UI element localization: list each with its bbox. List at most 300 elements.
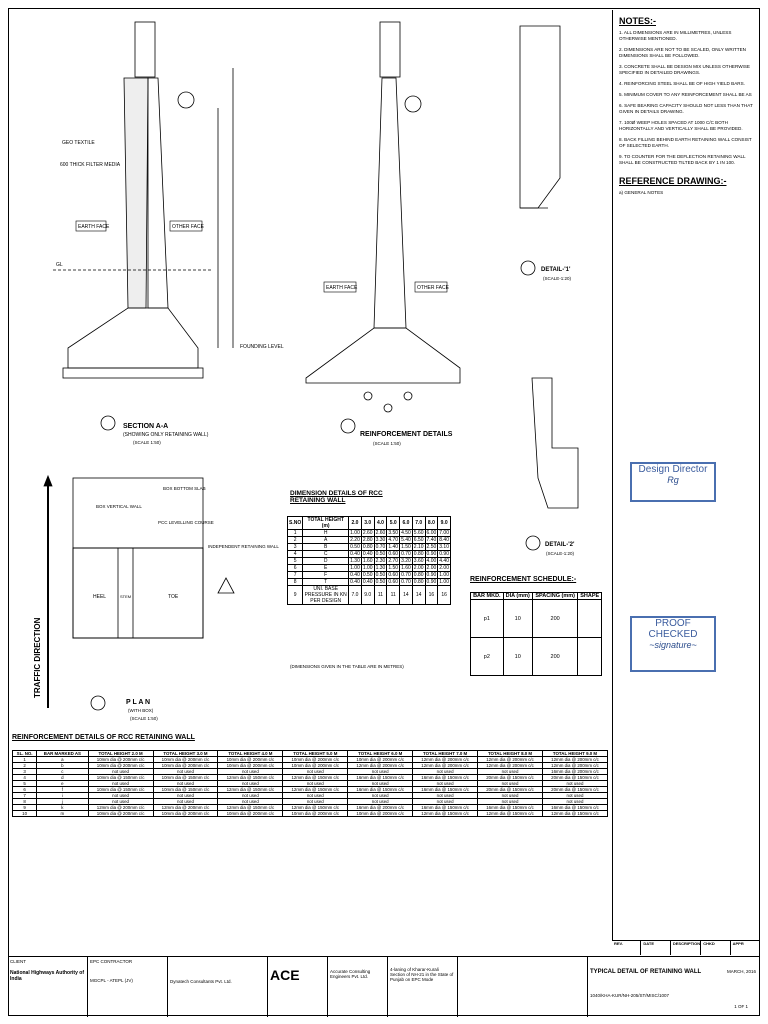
rcc-row [13,763,608,769]
rcc-cell: 12mm dia @ 150mm c/c [283,775,348,781]
reference-title: REFERENCE DRAWING:- [619,176,727,186]
rcc-cell: 10mm dia @ 200mm c/c [218,763,283,769]
schedule-header-cell: BAR MKD. [471,593,504,600]
dim-cell: 3.10 [439,544,449,550]
dim-cell: 9 [288,586,303,605]
dim-cell: B [303,544,349,551]
note-item: 9. TO COUNTER FOR THE DEFLECTION RETAINING WALL SHALL BE CONSTRUCTED TILTED BACK BY 1 IN 100. [619,154,746,165]
dim-cell: 0.80 [362,544,373,550]
dim-cell: 16 [425,586,438,605]
dim-cell: 0.60 [388,572,399,578]
dim-cell: 0.50 [350,544,360,550]
rcc-cell: i [37,793,88,799]
rcc-row [13,787,608,793]
rcc-cell: not used [88,799,153,805]
rcc-cell: 10mm dia @ 200mm c/c [88,763,153,769]
dim-cell: 5 [288,558,303,565]
rcc-row [13,757,608,763]
rcc-cell: 12mm dia @ 150mm c/c [413,811,478,817]
dim-header-cell: 3.0 [361,517,374,530]
schedule-header-cell: DIA (mm) [503,593,532,600]
rcc-cell: 12mm dia @ 150mm c/c [283,805,348,811]
reinforcement-section [306,22,460,433]
client-name: National Highways Authority of India [10,970,84,982]
rcc-header-row [13,751,608,757]
rcc-cell: not used [478,781,543,787]
rcc-cell: 10mm dia @ 200mm c/c [153,763,218,769]
revision-header: DESCRIPTION [671,941,701,955]
dim-cell: 0.90 [439,551,449,557]
rcc-cell: not used [348,769,413,775]
rcc-cell: not used [218,799,283,805]
rcc-cell: not used [478,799,543,805]
plan-subtitle: (WITH BOX) [128,708,154,713]
dim-cell: 16 [438,586,451,605]
dim-row [288,586,451,605]
rcc-cell: 16mm dia @ 200mm c/c [348,805,413,811]
rcc-cell: 5 [13,781,37,787]
rcc-cell: 16mm dia @ 150mm c/c [478,805,543,811]
detail-1 [520,26,560,275]
note-item: 5. MINIMUM COVER TO ANY REINFORCEMENT SHALL BE AS [619,92,752,97]
dim-cell: 0.50 [375,572,386,578]
rcc-cell: not used [413,799,478,805]
rcc-cell: not used [88,769,153,775]
rcc-cell: 10mm dia @ 200mm c/c [153,757,218,763]
dim-header-cell: 7.0 [412,517,425,530]
rcc-cell: 12mm dia @ 200mm c/c [542,757,607,763]
design-director-stamp: Design Director Rg [630,462,716,502]
rcc-cell: not used [153,799,218,805]
rcc-cell: 10mm dia @ 200mm c/c [283,757,348,763]
epc-cell [88,957,168,1017]
dim-cell: 0.90 [426,551,437,557]
rcc-cell: not used [283,769,348,775]
dim-cell: 2.60 [362,530,373,536]
independent-wall-label: INDEPENDENT RETAINING WALL [208,544,279,549]
dim-cell: 14 [400,586,413,605]
dim-cell: 1.50 [388,565,399,571]
dim-cell: 1.00 [362,565,373,571]
box-vertical-wall-label: BOX VERTICAL WALL [96,504,142,509]
note-item: 8. BACK FILLING BEHIND EARTH RETAINING WALL CONSIST OF SELECTED EARTH. [619,137,752,148]
earth-face-label: EARTH FACE [78,224,110,230]
rcc-cell: 1 [13,757,37,763]
rcc-header-cell: TOTAL HEIGHT 6.0 M [348,751,413,757]
dim-cell: 3.50 [388,530,399,536]
rcc-cell: 10mm dia @ 200mm c/c [348,757,413,763]
revision-header: DATE [641,941,670,955]
project-name: 4-laning of Kharar-Kurali Section of NH-21 in the State of Punjab on EPC Mode [390,967,454,982]
stem-label: STEM [120,594,132,599]
dim-cell: 4 [288,551,303,558]
dim-cell: 0.60 [388,579,399,585]
epc-name: MGCPL - ATEPL (JV) [90,978,133,983]
dim-cell: 1.30 [350,558,360,564]
rcc-header-cell: TOTAL HEIGHT 9.0 M [542,751,607,757]
proof-checked-label: PROOF CHECKED [648,618,698,640]
dim-cell: 8.40 [439,537,449,543]
dim-cell: 2.30 [375,558,386,564]
rcc-cell: 12mm dia @ 200mm c/c [478,757,543,763]
dim-cell: 6.00 [426,530,437,536]
rcc-cell: 4 [13,775,37,781]
rcc-cell: 10 [13,811,37,817]
rcc-cell: 6 [13,787,37,793]
rcc-cell: 10mm dia @ 150mm c/c [88,787,153,793]
rcc-cell: a [37,757,88,763]
rcc-cell: not used [283,793,348,799]
rcc-cell: not used [218,781,283,787]
rcc-cell: 16mm dia @ 200mm c/c [542,769,607,775]
rcc-cell: 12mm dia @ 150mm c/c [218,805,283,811]
rcc-cell: 16mm dia @ 150mm c/c [413,787,478,793]
rcc-cell: 12mm dia @ 200mm c/c [413,757,478,763]
rcc-cell: 12mm dia @ 200mm c/c [153,805,218,811]
dim-cell: 1.60 [362,558,373,564]
dim-cell: 2.60 [375,530,386,536]
dimension-table [287,516,451,605]
schedule-header-cell: SHAPE [578,593,602,600]
dim-cell: 1.50 [401,544,411,550]
rcc-cell: 12mm dia @ 150mm c/c [218,775,283,781]
dim-cell: F [303,572,349,579]
rcc-cell: 2 [13,763,37,769]
rcc-cell: not used [542,793,607,799]
rcc-cell: not used [413,793,478,799]
dim-cell: 3.20 [401,558,411,564]
dimension-table-footnote: (DIMENSIONS GIVEN IN THE TABLE ARE IN METRES) [290,664,404,669]
rcc-header-cell: TOTAL HEIGHT 7.0 M [413,751,478,757]
reinforcement-details-title: REINFORCEMENT DETAILS [360,431,453,438]
dim-row [288,558,451,565]
schedule-cell: p1 [471,600,504,638]
dim-cell: 4.40 [439,558,449,564]
pcc-levelling-label: PCC LEVELLING COURSE [158,520,214,525]
dim-cell: 1.40 [388,544,399,550]
design-director-label: Design Director [638,464,708,475]
schedule-cell: 200 [532,638,578,676]
rcc-row [13,805,608,811]
dim-header-cell: 2.0 [349,517,362,530]
dim-cell: 2.20 [350,537,360,543]
dim-cell: 2.50 [426,544,437,550]
reference-item: a) GENERAL NOTES [619,190,664,195]
proof-checked-stamp: PROOF CHECKED ~signature~ [630,616,716,672]
founding-level-label: FOUNDING LEVEL [240,344,284,350]
rcc-cell: 10mm dia @ 200mm c/c [218,811,283,817]
rcc-cell: 7 [13,793,37,799]
dim-cell: 2.80 [362,537,373,543]
geo-textile-label: GEO TEXTILE [62,140,95,146]
dim-cell: 0.70 [401,572,411,578]
dim-cell: 0.50 [375,551,386,557]
dim-cell: H [303,530,349,537]
rcc-cell: 10mm dia @ 200mm c/c [88,757,153,763]
schedule-header-row [471,593,602,600]
ace-cell [268,957,328,1017]
dim-cell: 2.00 [426,565,437,571]
title-block [8,956,760,1016]
dim-cell: 4.50 [401,530,411,536]
note-item: 2. DIMENSIONS ARE NOT TO BE SCALED, ONLY WRITTEN DIMENSIONS SHALL BE FOLLOWED. [619,47,746,58]
rcc-cell: b [37,763,88,769]
rcc-cell: 16mm dia @ 150mm c/c [413,805,478,811]
dim-cell: 0.40 [362,551,373,557]
note-item: 1. ALL DIMENSIONS ARE IN MILLIMETRES, UNLESS OTHERWISE MENTIONED. [619,30,732,41]
dim-cell: 2.10 [413,544,424,550]
dim-cell: 7.40 [426,537,437,543]
rcc-cell: not used [153,793,218,799]
rcc-table-title: REINFORCEMENT DETAILS OF RCC RETAINING WALL [12,734,195,741]
dim-cell: 0.50 [375,579,386,585]
dim-header-cell: 6.0 [400,517,413,530]
dim-cell: 0.80 [413,551,424,557]
rcc-cell: not used [542,781,607,787]
dim-cell: 0.40 [362,579,373,585]
rcc-cell: 12mm dia @ 200mm c/c [413,763,478,769]
filter-media-label: 600 THICK FILTER MEDIA [60,162,121,168]
schedule-cell: 200 [532,600,578,638]
toe-label: TOE [168,594,179,600]
rcc-cell: c [37,769,88,775]
dim-cell: 2.70 [388,558,399,564]
dim-cell: 2.00 [439,565,449,571]
dim-header-cell: 8.0 [425,517,438,530]
schedule-table [470,592,602,676]
rcc-cell: d [37,775,88,781]
rcc-cell: e [37,781,88,787]
rcc-cell: not used [88,793,153,799]
rcc-cell: not used [153,781,218,787]
rcc-header-cell: SL. NO. [13,751,37,757]
dim-cell: 6.50 [413,537,424,543]
dim-cell: 0.90 [426,572,437,578]
rcc-cell: 10mm dia @ 200mm c/c [218,757,283,763]
rcc-row [13,775,608,781]
rcc-cell: 10mm dia @ 150mm c/c [153,787,218,793]
rcc-header-cell: TOTAL HEIGHT 3.0 M [153,751,218,757]
sheet-number: 1 OF 1 [734,1004,748,1009]
dim-cell: 0.50 [362,572,373,578]
note-item: 6. SAFE BEARING CAPACITY SHOULD NOT LESS THAN THAT GIVEN IN DETAILS DRAWING. [619,103,753,114]
rcc-cell: j [37,799,88,805]
dim-cell: 11 [374,586,387,605]
rcc-header-cell: BAR MARKED AS [37,751,88,757]
detail-2 [526,378,578,550]
note-item: 3. CONCRETE SHALL BE DESIGN MIX UNLESS OTHERWISE SPECIFIED IN DETAILED DRAWINGS. [619,64,750,75]
dim-cell: 14 [412,586,425,605]
other-face-label: OTHER FACE [172,224,204,230]
rcc-cell: 12mm dia @ 150mm c/c [478,811,543,817]
dim-cell: 1.00 [350,530,360,536]
dim-cell: UNI. BASE PRESSURE IN KN PER DESIGN [304,586,347,604]
rcc-cell: not used [478,769,543,775]
project-cell [388,957,458,1017]
rcc-cell: 10mm dia @ 150mm c/c [153,775,218,781]
schedule-header-cell: SPACING (mm) [532,593,578,600]
rcc-cell: 20mm dia @ 150mm c/c [478,775,543,781]
dim-header-cell: 5.0 [387,517,400,530]
rcc-cell: 20mm dia @ 150mm c/c [478,787,543,793]
rcc-cell: 16mm dia @ 150mm c/c [348,775,413,781]
dim-cell: 3.60 [413,558,424,564]
rcc-cell: not used [413,781,478,787]
rcc-cell: not used [218,769,283,775]
schedule-cell: 10 [503,600,532,638]
dim-cell: 6 [288,565,303,572]
rcc-cell: 8 [13,799,37,805]
rcc-cell: 12mm dia @ 200mm c/c [348,763,413,769]
dim-cell: 0.90 [426,579,437,585]
schedule-cell [578,600,602,638]
dim-cell: 7.0 [349,586,362,605]
rcc-cell: 12mm dia @ 150mm c/c [542,811,607,817]
note-item: 7. 100Ø WEEP HOLES SPACED AT 1000 C/C BOTH HORIZONTALLY AND VERTICALLY SHALL BE PROVIDED. [619,120,743,131]
dim-cell: 0.40 [350,579,360,585]
revision-strip [612,940,760,955]
dim-cell: 1.00 [439,579,449,585]
rcc-cell: not used [413,769,478,775]
rcc-cell: 9 [13,805,37,811]
other-face-label-2: OTHER FACE [417,285,449,291]
dim-cell: 4.70 [388,537,399,543]
rcc-cell: not used [542,799,607,805]
dim-cell: 0.70 [375,544,386,550]
notes-list [613,30,759,166]
drawing-title: TYPICAL DETAIL OF RETAINING WALL [590,969,702,975]
rcc-cell: 12mm dia @ 200mm c/c [478,763,543,769]
rcc-row [13,811,608,817]
dim-cell: D [303,558,349,565]
gl-label: GL [56,262,63,268]
dim-cell: 0.60 [388,551,399,557]
dim-cell: 11 [387,586,400,605]
dim-cell: 2 [288,537,303,544]
dim-cell: 3.30 [375,537,386,543]
rcc-cell: f [37,787,88,793]
rcc-cell: 16mm dia @ 150mm c/c [542,805,607,811]
revision-header: REV. [612,941,641,955]
plan-scale: (SCALE 1:50) [130,716,158,721]
box-bottom-slab-label: BOX BOTTOM SLAB [163,486,206,491]
epc-label: EPC CONTRACTOR [90,959,133,964]
design-consultant-cell [168,957,268,1017]
rcc-header-cell: TOTAL HEIGHT 2.0 M [88,751,153,757]
rcc-cell: 10mm dia @ 200mm c/c [88,811,153,817]
dim-cell: T [303,579,349,586]
note-item: 4. REINFORCING STEEL SHALL BE OF HIGH YIELD BARS. [619,81,745,86]
rcc-cell: 20mm dia @ 150mm c/c [542,787,607,793]
dim-cell: 1.00 [350,565,360,571]
client-cell [8,957,88,1017]
plan-title: P L A N [126,699,151,706]
dim-cell: 5.60 [413,530,424,536]
drawing-date: MARCH, 2016 [726,969,756,974]
rcc-cell: 12mm dia @ 200mm c/c [88,805,153,811]
rcc-cell: 12mm dia @ 150mm c/c [218,787,283,793]
detail-2-scale: (SCALE-1:20) [546,551,575,556]
dim-cell: 8 [288,579,303,586]
dim-row [288,572,451,579]
dim-cell: 9.0 [361,586,374,605]
dim-cell: 0.70 [401,551,411,557]
rcc-header-cell: TOTAL HEIGHT 4.0 M [218,751,283,757]
dim-row [288,579,451,586]
rcc-table [12,750,608,817]
plan-view [44,476,234,710]
rcc-cell: 10mm dia @ 200mm c/c [153,811,218,817]
revision-header: APPR [731,941,760,955]
rcc-cell: not used [153,769,218,775]
dim-cell: 1 [288,530,303,537]
rcc-cell: k [37,805,88,811]
schedule-cell: p2 [471,638,504,676]
ace-name-cell [328,957,388,1017]
dim-cell: 7.00 [439,530,449,536]
rcc-cell: 10mm dia @ 200mm c/c [348,811,413,817]
wall-top-stem [135,22,155,77]
dim-cell: 4.00 [426,558,437,564]
dim-cell: 0.40 [350,551,360,557]
rcc-cell: 12mm dia @ 200mm c/c [542,763,607,769]
traffic-direction-label: TRAFFIC DIRECTION [33,617,42,698]
dim-cell: C [303,551,349,558]
rcc-cell: not used [218,793,283,799]
dim-cell: 0.70 [401,579,411,585]
rcc-cell: not used [283,799,348,805]
detail-1-scale: (SCALE-1:20) [543,276,572,281]
section-aa-scale: (SCALE 1:50) [133,440,161,445]
dim-cell: 7 [288,572,303,579]
detail-2-title: DETAIL-'2' [545,542,575,548]
dim-cell: 0.80 [413,579,424,585]
schedule-cell: 10 [503,638,532,676]
dim-header-cell: 4.0 [374,517,387,530]
rcc-cell: 20mm dia @ 150mm c/c [542,775,607,781]
dim-cell: 0.40 [350,572,360,578]
dim-cell: 0.80 [413,572,424,578]
rcc-cell: 10mm dia @ 200mm c/c [283,811,348,817]
ace-name: Accurate Consulting Engineers Pvt. Ltd. [330,969,371,979]
rcc-cell: not used [478,793,543,799]
rcc-cell: not used [348,793,413,799]
rcc-cell: 10mm dia @ 200mm c/c [283,763,348,769]
schedule-cell [578,638,602,676]
rcc-cell: 16mm dia @ 150mm c/c [348,787,413,793]
dim-header-cell: 9.0 [438,517,451,530]
dim-row [288,544,451,551]
rcc-header-cell: TOTAL HEIGHT 8.0 M [478,751,543,757]
dim-header-cell: S.NO [288,517,303,530]
rcc-cell: 12mm dia @ 150mm c/c [283,787,348,793]
notes-title: NOTES:- [619,16,656,26]
dim-cell: E [303,565,349,572]
rcc-header-cell: TOTAL HEIGHT 5.0 M [283,751,348,757]
dim-cell: 3 [288,544,303,551]
schedule-row [471,600,602,638]
dim-row [288,551,451,558]
ace-logo: ACE [270,967,300,983]
earth-face-label-2: EARTH FACE [326,285,358,291]
dim-header-row [288,517,451,530]
section-aa-title: SECTION A-A [123,423,169,430]
drawing-title-cell [588,957,760,1017]
signature-cell [458,957,588,1017]
dim-cell: 1.00 [439,572,449,578]
schedule-row [471,638,602,676]
section-aa-subtitle: (SHOWING ONLY RETAINING WALL) [123,432,209,438]
